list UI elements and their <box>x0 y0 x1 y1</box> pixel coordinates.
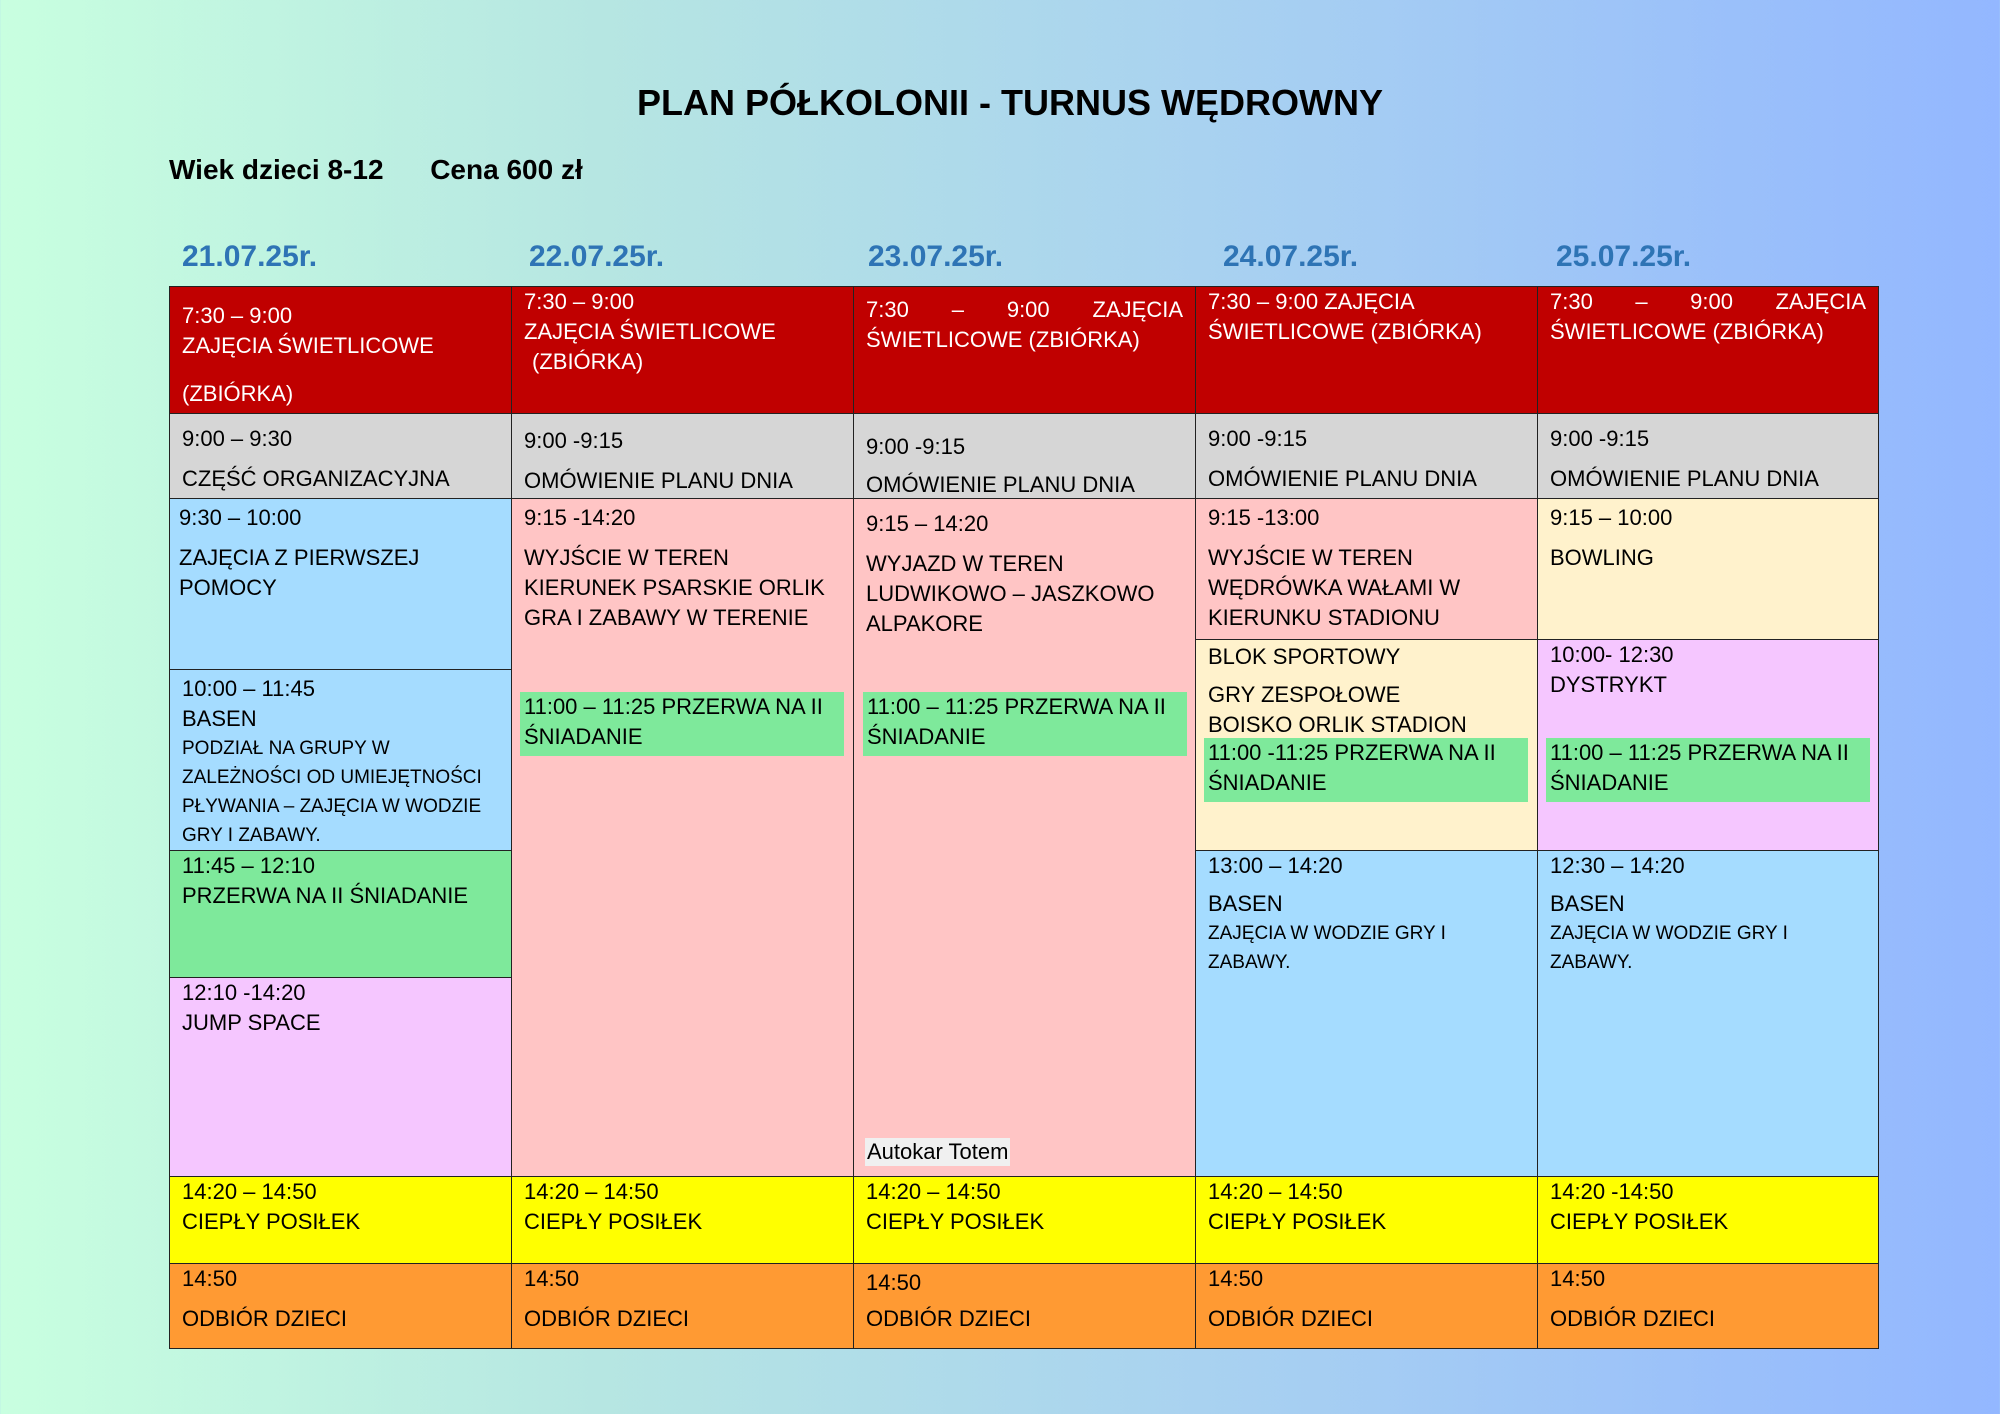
time-label: 7:30 – 9:00 <box>182 303 293 328</box>
activity-label: PRZERWA NA II ŚNIADANIE <box>524 694 823 749</box>
activity-label: PRZERWA NA II ŚNIADANIE <box>1550 740 1849 795</box>
activity-detail: PODZIAŁ NA GRUPY W <box>182 738 390 759</box>
activity-label: (ZBIÓRKA) <box>182 381 294 406</box>
day2-break <box>520 692 844 756</box>
activity-label: WYJAZD W TEREN <box>866 551 1064 576</box>
activity-label: 7:30 – 9:00 ZAJĘCIA <box>1550 289 1866 314</box>
date-header-4: 24.07.25r. <box>1223 240 1359 273</box>
day5-plan <box>1537 413 1879 499</box>
date-header-5: 25.07.25r. <box>1556 240 1692 273</box>
activity-label: ŚWIETLICOWE (ZBIÓRKA) <box>1208 319 1482 344</box>
activity-label: CIEPŁY POSIŁEK <box>1208 1209 1387 1234</box>
activity-label: POMOCY <box>179 575 277 600</box>
price-label: Cena 600 zł <box>430 154 583 185</box>
activity-label: JUMP SPACE <box>182 1010 321 1035</box>
day1-pool <box>169 669 512 851</box>
date-header-1: 21.07.25r. <box>182 240 318 273</box>
day4-plan <box>1195 413 1538 499</box>
activity-label: WYJŚCIE W TEREN <box>524 545 729 570</box>
time-label: 9:30 – 10:00 <box>179 505 302 530</box>
time-label: 14:50 <box>1550 1266 1606 1291</box>
page-title: PLAN PÓŁKOLONII - TURNUS WĘDROWNY <box>637 82 1383 123</box>
day5-break <box>1546 738 1870 802</box>
activity-detail: ZABAWY. <box>1550 952 1633 973</box>
activity-label: CIEPŁY POSIŁEK <box>1550 1209 1729 1234</box>
activity-detail: ZABAWY. <box>1208 952 1291 973</box>
activity-label: CIEPŁY POSIŁEK <box>182 1209 361 1234</box>
date-header-2: 22.07.25r. <box>529 240 665 273</box>
time-label: 14:50 <box>182 1266 238 1291</box>
day2-morning <box>511 286 854 414</box>
activity-label: ZAJĘCIA Z PIERWSZEJ <box>179 545 420 570</box>
activity-label: BASEN <box>1208 891 1283 916</box>
activity-label: ODBIÓR DZIECI <box>866 1306 1032 1331</box>
time-label: 11:00 – 11:25 <box>1550 740 1682 765</box>
activity-label: ŚWIETLICOWE (ZBIÓRKA) <box>866 327 1140 352</box>
day1-morning <box>169 286 512 414</box>
day4-meal <box>1195 1176 1538 1264</box>
activity-detail: ZAJĘCIA W WODZIE GRY I <box>1550 923 1788 944</box>
time-label: 11:00 -11:25 <box>1208 740 1329 765</box>
day4-pickup <box>1195 1263 1538 1349</box>
day5-bowling <box>1537 498 1879 640</box>
activity-detail: PŁYWANIA – ZAJĘCIA W WODZIE <box>182 796 482 817</box>
time-label: 11:45 – 12:10 <box>182 853 315 878</box>
activity-label: OMÓWIENIE PLANU DNIA <box>866 472 1135 497</box>
time-label: 14:20 – 14:50 <box>866 1179 1001 1204</box>
activity-label: CIEPŁY POSIŁEK <box>866 1209 1045 1234</box>
time-label: 9:15 – 10:00 <box>1550 505 1673 530</box>
time-label: 9:15 -14:20 <box>524 505 636 530</box>
time-label: 9:15 – 14:20 <box>866 511 989 536</box>
activity-label: CZĘŚĆ ORGANIZACYJNA <box>182 466 450 491</box>
day3-break <box>863 692 1187 756</box>
day4-pool <box>1195 850 1538 1177</box>
day1-break <box>169 850 512 978</box>
time-label: 10:00 – 11:45 <box>182 676 315 701</box>
activity-label: WYJŚCIE W TEREN <box>1208 545 1413 570</box>
day3-bus-note: Autokar Totem <box>867 1139 1009 1164</box>
day3-morning <box>853 286 1196 414</box>
activity-label: LUDWIKOWO – JASZKOWO <box>866 581 1155 606</box>
activity-label: 7:30 – 9:00 ZAJĘCIA <box>1208 289 1415 314</box>
activity-label: CIEPŁY POSIŁEK <box>524 1209 703 1234</box>
activity-detail: ZALEŻNOŚCI OD UMIEJĘTNOŚCI <box>182 767 482 788</box>
date-header-3: 23.07.25r. <box>868 240 1004 273</box>
day1-first-aid <box>169 498 512 670</box>
time-label: 11:00 – 11:25 <box>867 694 999 719</box>
activity-label: PRZERWA NA II ŚNIADANIE <box>1208 740 1496 795</box>
activity-label: BLOK SPORTOWY <box>1208 644 1401 669</box>
day3-trip <box>853 498 1196 1177</box>
day2-plan <box>511 413 854 499</box>
activity-label: KIERUNEK PSARSKIE ORLIK <box>524 575 825 600</box>
activity-label: GRY ZESPOŁOWE <box>1208 682 1401 707</box>
activity-label: ALPAKORE <box>866 611 983 636</box>
day4-break <box>1204 738 1528 802</box>
activity-label: PRZERWA NA II ŚNIADANIE <box>182 883 469 908</box>
day1-meal <box>169 1176 512 1264</box>
time-label: 9:00 -9:15 <box>1208 426 1308 451</box>
activity-label: ODBIÓR DZIECI <box>182 1306 348 1331</box>
time-label: 14:20 -14:50 <box>1550 1179 1674 1204</box>
time-label: 12:10 -14:20 <box>182 980 306 1005</box>
time-label: 14:20 – 14:50 <box>524 1179 659 1204</box>
activity-label: (ZBIÓRKA) <box>532 349 644 374</box>
activity-label: PRZERWA NA II ŚNIADANIE <box>867 694 1166 749</box>
activity-label: KIERUNKU STADIONU <box>1208 605 1440 630</box>
day5-pickup <box>1537 1263 1879 1349</box>
activity-label: BOWLING <box>1550 545 1654 570</box>
time-label: 7:30 – 9:00 <box>524 289 635 314</box>
age-label: Wiek dzieci 8-12 <box>169 154 384 185</box>
time-label: 9:00 -9:15 <box>866 434 966 459</box>
activity-label: ODBIÓR DZIECI <box>1550 1306 1716 1331</box>
day1-jump-space <box>169 977 512 1177</box>
activity-label: OMÓWIENIE PLANU DNIA <box>1208 466 1477 491</box>
time-label: 9:00 -9:15 <box>524 428 624 453</box>
day3-plan <box>853 413 1196 499</box>
time-label: 9:00 – 9:30 <box>182 426 293 451</box>
day5-meal <box>1537 1176 1879 1264</box>
day2-meal <box>511 1176 854 1264</box>
activity-label: BOISKO ORLIK STADION <box>1208 712 1467 737</box>
activity-label: WĘDRÓWKA WAŁAMI W <box>1208 575 1461 600</box>
activity-detail: GRY I ZABAWY. <box>182 825 321 846</box>
time-label: 13:00 – 14:20 <box>1208 853 1343 878</box>
activity-label: ŚWIETLICOWE (ZBIÓRKA) <box>1550 319 1824 344</box>
time-label: 14:20 – 14:50 <box>1208 1179 1343 1204</box>
day5-morning <box>1537 286 1879 414</box>
day3-meal <box>853 1176 1196 1264</box>
schedule-grid <box>169 286 1879 1349</box>
activity-label: ZAJĘCIA ŚWIETLICOWE <box>182 333 434 358</box>
time-label: 14:50 <box>1208 1266 1264 1291</box>
subtitle <box>169 154 583 186</box>
activity-label: 7:30 – 9:00 ZAJĘCIA <box>866 297 1183 322</box>
activity-label: OMÓWIENIE PLANU DNIA <box>1550 466 1819 491</box>
activity-label: DYSTRYKT <box>1550 672 1667 697</box>
time-label: 11:00 – 11:25 <box>524 694 656 719</box>
activity-label: ODBIÓR DZIECI <box>524 1306 690 1331</box>
time-label: 14:20 – 14:50 <box>182 1179 317 1204</box>
activity-label: BASEN <box>182 706 257 731</box>
day4-trip <box>1195 498 1538 640</box>
time-label: 12:30 – 14:20 <box>1550 853 1685 878</box>
activity-detail: ZAJĘCIA W WODZIE GRY I <box>1208 923 1446 944</box>
day2-trip <box>511 498 854 1177</box>
time-label: 14:50 <box>524 1266 580 1291</box>
time-label: 9:15 -13:00 <box>1208 505 1320 530</box>
day5-pool <box>1537 850 1879 1177</box>
activity-label: BASEN <box>1550 891 1625 916</box>
day1-org <box>169 413 512 499</box>
time-label: 10:00- 12:30 <box>1550 642 1674 667</box>
activity-label: GRA I ZABAWY W TERENIE <box>524 605 809 630</box>
time-label: 9:00 -9:15 <box>1550 426 1650 451</box>
day3-pickup <box>853 1263 1196 1349</box>
day1-pickup <box>169 1263 512 1349</box>
time-label: 14:50 <box>866 1270 922 1295</box>
activity-label: ODBIÓR DZIECI <box>1208 1306 1374 1331</box>
day4-morning <box>1195 286 1538 414</box>
day2-pickup <box>511 1263 854 1349</box>
activity-label: ZAJĘCIA ŚWIETLICOWE <box>524 319 776 344</box>
activity-label: OMÓWIENIE PLANU DNIA <box>524 468 793 493</box>
